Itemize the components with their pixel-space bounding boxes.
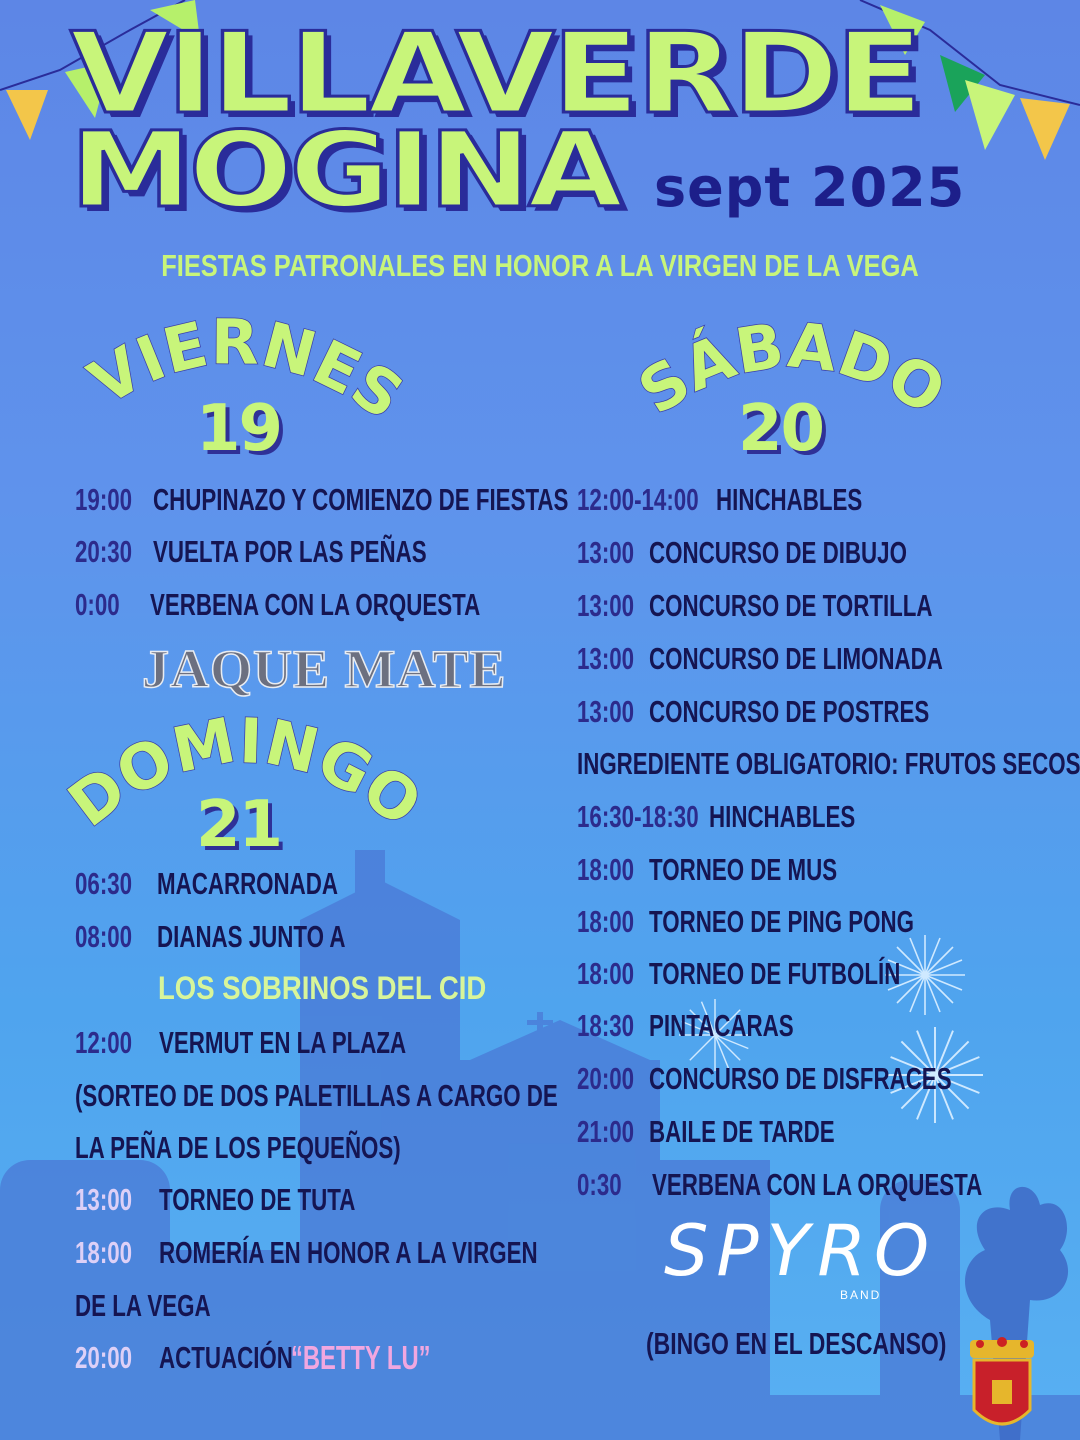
title-line-1: VILLAVERDE: [70, 9, 920, 139]
event-time: 21:00: [577, 1114, 635, 1149]
continuation-text: DE LA VEGA: [75, 1288, 211, 1323]
event-activity: ACTUACIÓN: [159, 1340, 293, 1375]
saturday-band-sub: BAND: [840, 1288, 882, 1302]
event-time: 06:30: [75, 866, 133, 901]
saturday-event-row: [577, 586, 933, 626]
saturday-event-row: [577, 480, 863, 520]
event-activity: TORNEO DE TUTA: [159, 1182, 356, 1217]
event-time: 12:00-14:00: [577, 482, 699, 517]
event-time: 13:00: [75, 1182, 133, 1217]
friday-event-row: [75, 585, 481, 625]
event-time: 18:00: [577, 956, 635, 991]
saturday-event-row: [577, 1112, 835, 1152]
event-activity: TORNEO DE PING PONG: [649, 904, 914, 939]
event-time: 18:00: [577, 904, 635, 939]
saturday-event-row: [577, 954, 901, 994]
event-activity: CONCURSO DE TORTILLA: [649, 588, 933, 623]
event-time: 08:00: [75, 919, 133, 954]
friday-band-logo: JAQUE MATE: [142, 639, 507, 699]
sunday-event-row: [75, 1180, 356, 1220]
sunday-day-number: 21: [196, 788, 282, 862]
romeria-continuation: [75, 1286, 263, 1326]
event-time: 13:00: [577, 694, 635, 729]
artist-name: “BETTY LU”: [291, 1339, 431, 1376]
event-time: 18:30: [577, 1008, 635, 1043]
event-activity: CHUPINAZO Y COMIENZO DE FIESTAS: [153, 482, 569, 517]
event-time: 13:00: [577, 535, 635, 570]
saturday-event-row: [577, 639, 943, 679]
event-activity: ROMERÍA EN HONOR A LA VIRGEN: [159, 1235, 538, 1270]
event-activity: DIANAS JUNTO A: [157, 919, 346, 954]
friday-day-number: 19: [196, 392, 282, 466]
friday-event-row: [75, 532, 427, 572]
event-activity: CONCURSO DE POSTRES: [649, 694, 930, 729]
saturday-event-row: [577, 1165, 983, 1205]
event-activity: VUELTA POR LAS PEÑAS: [153, 534, 427, 569]
event-activity: CONCURSO DE LIMONADA: [649, 641, 943, 676]
event-time: 0:00: [75, 587, 120, 622]
event-activity: PINTACARAS: [649, 1008, 794, 1043]
event-activity: CONCURSO DE DISFRACES: [649, 1061, 952, 1096]
note-text: LA PEÑA DE LOS PEQUEÑOS): [75, 1130, 401, 1165]
saturday-day-number: 20: [738, 392, 824, 466]
saturday-event-row: [577, 850, 838, 890]
saturday-event-row: [577, 902, 914, 942]
sunday-event-row: [75, 917, 346, 957]
saturday-event-row: [577, 1006, 794, 1046]
sunday-event-row: [75, 1233, 538, 1273]
event-activity: VERBENA CON LA ORQUESTA: [150, 587, 481, 622]
event-time: 20:30: [75, 534, 133, 569]
event-activity: MACARRONADA: [157, 866, 339, 901]
event-time: 18:00: [75, 1235, 133, 1270]
subtitle: FIESTAS PATRONALES EN HONOR A LA VIRGEN DE LA VEGA: [161, 248, 919, 283]
saturday-day-label: SÁBADO: [625, 308, 958, 429]
title-line-2: MOGINA: [70, 109, 620, 231]
event-time: 12:00: [75, 1025, 133, 1060]
sunday-event-row: [75, 1023, 407, 1063]
event-time: 13:00: [577, 588, 635, 623]
event-activity: VERBENA CON LA ORQUESTA: [652, 1167, 983, 1202]
bingo-note: (BINGO EN EL DESCANSO): [646, 1326, 947, 1361]
dianas-band: LOS SOBRINOS DEL CID: [158, 970, 487, 1006]
event-activity: CONCURSO DE DIBUJO: [649, 535, 907, 570]
sunday-day-label: DOMINGO: [54, 703, 436, 841]
vermut-note-line-2: [75, 1128, 527, 1168]
friday-event-row: [75, 480, 569, 520]
saturday-event-row: [577, 692, 930, 732]
event-time: 18:00: [577, 852, 635, 887]
event-time: 0:30: [577, 1167, 622, 1202]
event-activity: HINCHABLES: [716, 482, 863, 517]
note-text: (SORTEO DE DOS PALETILLAS A CARGO DE: [75, 1078, 558, 1113]
event-activity: TORNEO DE FUTBOLÍN: [649, 956, 901, 991]
friday-day-label: VIERNES: [76, 305, 417, 434]
sunday-event-row: [75, 1338, 431, 1378]
event-activity: TORNEO DE MUS: [649, 852, 838, 887]
event-time: 13:00: [577, 641, 635, 676]
event-activity: BAILE DE TARDE: [649, 1114, 835, 1149]
event-time: 19:00: [75, 482, 133, 517]
saturday-event-row: [577, 1059, 952, 1099]
note-text: INGREDIENTE OBLIGATORIO: FRUTOS SECOS: [577, 746, 1080, 781]
event-time: 20:00: [577, 1061, 635, 1096]
saturday-event-row: [577, 797, 856, 837]
coat-of-arms: [970, 1337, 1034, 1424]
event-activity: VERMUT EN LA PLAZA: [159, 1025, 407, 1060]
event-time: 16:30-18:30: [577, 799, 699, 834]
postres-note: [577, 744, 1080, 784]
event-date: sept 2025: [654, 156, 966, 219]
saturday-band-logo: SPYRO: [664, 1210, 938, 1292]
sunday-event-row: [75, 864, 339, 904]
event-time: 20:00: [75, 1340, 133, 1375]
saturday-event-row: [577, 533, 907, 573]
event-activity: HINCHABLES: [709, 799, 856, 834]
